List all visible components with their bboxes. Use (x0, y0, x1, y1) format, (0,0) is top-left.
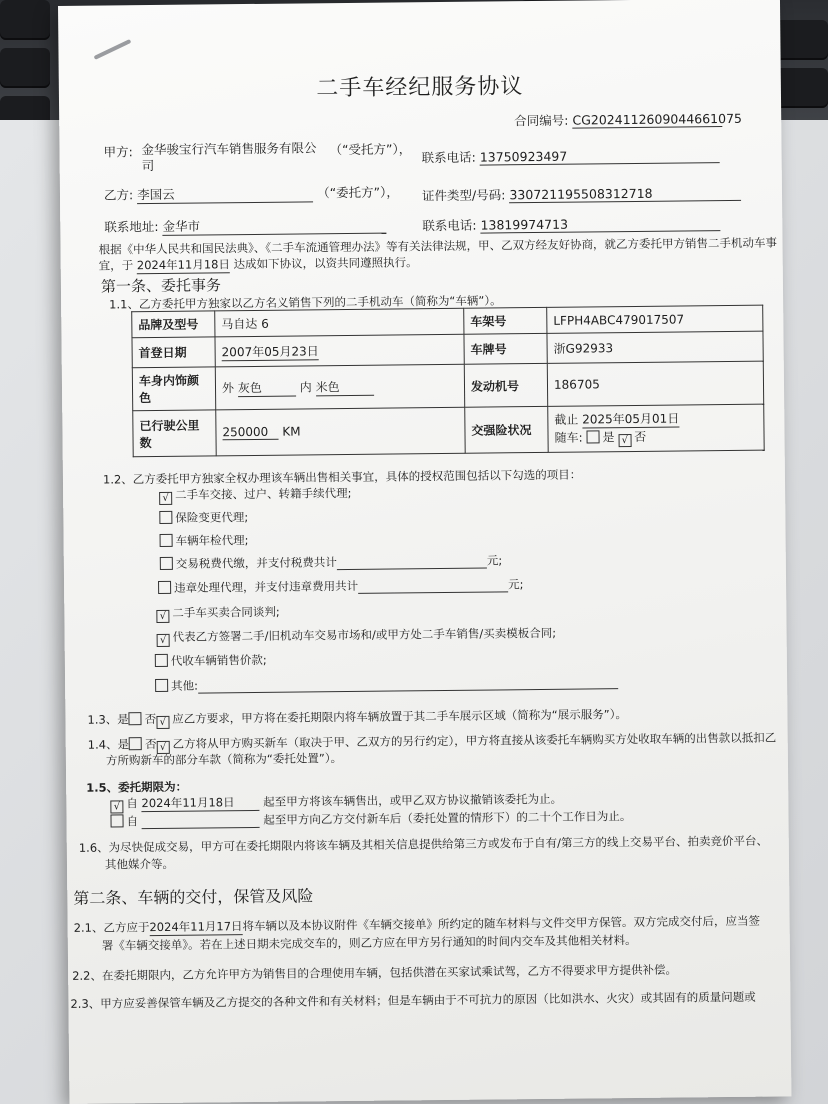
term-option-1-checkbox[interactable]: √ (110, 800, 123, 813)
option-item: 违章处理代理，并支付违章费用共计 元; (158, 576, 524, 596)
engine-label: 发动机号 (464, 363, 547, 407)
option-checkbox[interactable] (155, 654, 168, 667)
option-item: 代收车辆销售价款; (155, 652, 267, 669)
staple (94, 39, 132, 60)
term-option-1: √ 自 2024年11月18日 起至甲方将该车辆售出，或甲乙双方协议撤销该委托为止。 (110, 791, 562, 814)
contract-document (58, 0, 791, 1104)
option-checkbox[interactable] (160, 534, 173, 547)
party-a-name: 金华骏宝行汽车销售服务有限公司 (141, 140, 317, 174)
option-checkbox[interactable] (159, 511, 172, 524)
clause-2-3: 2.3、甲方应妥善保管车辆及乙方提交的各种文件和有关材料；但是车辆由于不可抗力的原因（比如洪水、火灾）或其固有的质量问题或 (70, 989, 756, 1011)
reg-date-label: 首登日期 (132, 337, 215, 368)
plate-value: 浙G92933 (547, 331, 763, 363)
color-label: 车身内饰颜色 (132, 367, 215, 411)
option-checkbox[interactable] (158, 581, 171, 594)
option-checkbox[interactable]: √ (159, 492, 172, 505)
clause-1-1: 1.1、乙方委托甲方独家以乙方名义销售下列的二手机动车（简称为“车辆”）。 (109, 293, 502, 312)
party-b-id: 证件类型/号码: 330721195508312718 (422, 183, 742, 204)
clause-1-3-yes-checkbox[interactable] (129, 712, 142, 725)
brand-label: 品牌及型号 (132, 311, 215, 338)
clause-1-5: 1.5、委托期限为： (86, 779, 188, 795)
option-item: 交易税费代缴，并支付税费共计 元; (160, 552, 503, 572)
clause-1-4-yes-checkbox[interactable] (129, 737, 142, 750)
document-title: 二手车经纪服务协议 (316, 74, 524, 102)
option-item: √ 二手车交接、过户、转籍手续代理; (159, 485, 352, 505)
option-item: √ 二手车买卖合同谈判; (156, 604, 280, 623)
intro-line-2: 宜，于 2024年11月18日 达成如下协议，以资共同遵照执行。 (98, 255, 418, 273)
plate-label: 车牌号 (464, 333, 547, 364)
clause-1-3-no-checkbox[interactable]: √ (156, 716, 169, 729)
reg-date-value: 2007年05月23日 (215, 334, 464, 367)
option-item: 保险变更代理; (159, 509, 248, 526)
vehicle-info-table (131, 305, 764, 458)
clause-1-4: 1.4、是 否 √ 乙方将从甲方购买新车（取决于甲、乙双方的另行约定），甲方将直接从该委托车辆购买方处收取车辆的出售款以抵扣乙 (87, 730, 777, 753)
party-b-phone: 联系电话: 13819974713 (422, 213, 720, 234)
engine-value: 186705 (547, 361, 763, 406)
clause-1-4-no-checkbox[interactable]: √ (156, 741, 169, 754)
contract-number: 合同编号: CG2024112609044661075 (514, 110, 743, 129)
clause-1-6-cont: 其他媒介等。 (104, 856, 175, 872)
option-item: √ 代表乙方签署二手/旧机动车交易市场和/或甲方处二手车销售/买卖模板合同; (157, 625, 557, 647)
clause-1-4-cont: 方所购新车的部分车款（简称为“委托处置”）。 (105, 751, 343, 768)
color-value: 外 灰色 内 米色 (215, 364, 464, 410)
brand-value: 马自达 6 (215, 308, 464, 337)
section-1-heading: 第一条、委托事务 (100, 276, 222, 296)
vin-label: 车架号 (464, 307, 547, 334)
intro-line-1: 根据《中华人民共和国民法典》、《二手车流通管理办法》等有关法律法规，甲、乙双方经友好协商，就乙方委托甲方销售二手机动车事 (98, 235, 778, 257)
insurance-label: 交强险状况 (465, 406, 548, 453)
section-2-heading: 第二条、车辆的交付，保管及风险 (73, 886, 314, 908)
party-b-name: 乙方: 李国云 （“委托方”）， (103, 184, 399, 203)
option-checkbox[interactable]: √ (156, 610, 169, 623)
term-option-2-checkbox[interactable] (110, 814, 123, 827)
clause-2-2: 2.2、在委托期限内，乙方允许甲方为销售目的合理使用车辆，包括供潜在买家试乘试驾，乙方不得要求甲方提供补偿。 (72, 962, 677, 983)
mileage-value: 250000 KM (216, 407, 465, 456)
clause-1-3: 1.3、是 否 √ 应乙方要求，甲方将在委托期限内将车辆放置于其二手车展示区域（简称为“展示服务”）。 (87, 707, 627, 728)
insurance-no-checkbox[interactable]: √ (618, 434, 631, 447)
vin-value: LFPH4ABC479017507 (547, 305, 763, 333)
option-item: 其他: (155, 673, 618, 694)
insurance-yes-checkbox[interactable] (586, 430, 599, 443)
option-checkbox[interactable]: √ (157, 634, 170, 647)
clause-2-1-cont: 署《车辆交接单》。若在上述日期未完成交车的，则乙方应在甲方另行通知的时间内交车及其他相关材料。 (101, 932, 637, 953)
clause-1-2: 1.2、乙方委托甲方独家全权办理该车辆出售相关事宜，具体的授权范围包括以下勾选的项目： (102, 467, 582, 487)
option-item: 车辆年检代理; (160, 532, 249, 549)
term-option-2: 自 起至甲方向乙方交付新车后（委托处置的情形下）的二十个工作日为止。 (110, 808, 631, 829)
clause-2-1: 2.1、乙方应于2024年11月17日将车辆以及本协议附件《车辆交接单》所约定的随车材料与文件交甲方保管。双方完成交付后，应当签 (73, 913, 761, 935)
mileage-label: 已行驶公里数 (133, 410, 216, 457)
party-b-address: 联系地址: 金华市 (104, 215, 386, 237)
option-checkbox[interactable] (160, 557, 173, 570)
option-checkbox[interactable] (155, 679, 168, 692)
insurance-value: 截止 2025年05月01日 随车: 是 √ 否 (548, 404, 764, 452)
clause-1-6: 1.6、为尽快促成交易，甲方可在委托期限内将该车辆及其相关信息提供给第三方或发布于自有/第三方的线上交易平台、拍卖竞价平台、 (78, 833, 769, 855)
party-a-label: 甲方: (103, 144, 133, 160)
party-a-phone: 联系电话: 13750923497 (422, 145, 720, 166)
party-a-role: （“受托方”）， (329, 141, 412, 158)
